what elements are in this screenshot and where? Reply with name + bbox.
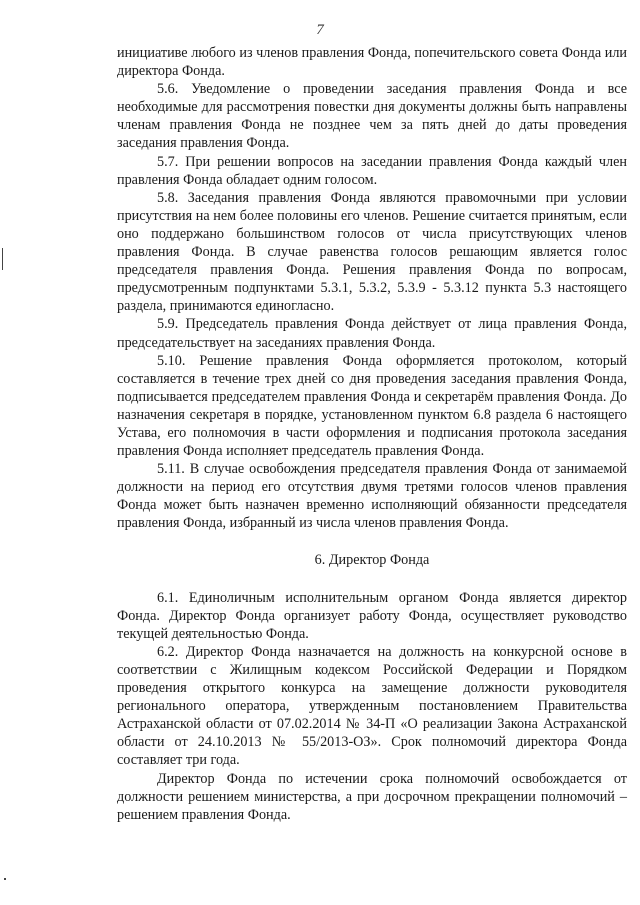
paragraph-continuation: инициативе любого из членов правления Фонда, попечительского совета Фонда или директора Фонда. [117, 45, 627, 80]
paragraph-6-2: 6.2. Директор Фонда назначается на должность на конкурсной основе в соответствии с Жилищным кодексом Российской Федерации и Порядком проведения открытого конкурса на замещение должности руководителя регионального оператора, утвержденным постановлением Правительства Астраханской области от 07.02.2014 № 34-П «О реализации Закона Астраханской области от 24.10.2013 № 55/2013-ОЗ». Срок полномочий директора Фонда составляет три года. [117, 643, 627, 769]
document-body [117, 44, 627, 824]
paragraph-5-7: 5.7. При решении вопросов на заседании правления Фонда каждый член правления Фонда обладает одним голосом. [117, 153, 627, 188]
paragraph-5-6: 5.6. Уведомление о проведении заседания правления Фонда и все необходимые для рассмотрения повестки дня документы должны быть направлены членам правления Фонда не позднее чем за пять дней до даты проведения заседания правления Фонда. [117, 81, 627, 152]
paragraph-5-10: 5.10. Решение правления Фонда оформляется протоколом, который составляется в течение трех дней со дня проведения заседания правления Фонда, подписывается председателем правления Фонда и секретарём правления Фонда. До назначения секретаря в порядке, установленном пунктом 6.8 раздела 6 настоящего Устава, его полномочия в части оформления и подписания протокола заседания правления Фонда исполняет председатель правления Фонда. [117, 352, 627, 460]
scan-margin-mark [4, 878, 6, 880]
paragraph-director-term: Директор Фонда по истечении срока полномочий освобождается от должности решением министерства, а при досрочном прекращении полномочий – решением правления Фонда. [117, 770, 627, 823]
paragraph-5-11: 5.11. В случае освобождения председателя правления Фонда от занимаемой должности на период его отсутствия двумя третями голосов членов правления Фонда может быть назначен временно исполняющий обязанности председателя правления Фонда, избранный из числа членов правления Фонда. [117, 461, 627, 532]
paragraph-6-1: 6.1. Единоличным исполнительным органом Фонда является директор Фонда. Директор Фонда организует работу Фонда, осуществляет руководство текущей деятельностью Фонда. [117, 589, 627, 642]
paragraph-5-9: 5.9. Председатель правления Фонда действует от лица правления Фонда, председательствует на заседаниях правления Фонда. [117, 316, 627, 351]
paragraph-5-8: 5.8. Заседания правления Фонда являются правомочными при условии присутствия на нем более половины его членов. Решение считается принятым, если оно поддержано большинством голосов от числа присутствующих членов правления Фонда. В случае равенства голосов решающим является голос председателя правления Фонда. Решения правления Фонда по вопросам, предусмотренным подпунктами 5.3.1, 5.3.2, 5.3.9 - 5.3.12 пункта 5.3 настоящего раздела, принимаются единогласно. [117, 189, 627, 315]
section-heading: 6. Директор Фонда [314, 551, 430, 568]
page-number: 7 [316, 22, 324, 38]
scan-margin-mark [2, 248, 3, 270]
